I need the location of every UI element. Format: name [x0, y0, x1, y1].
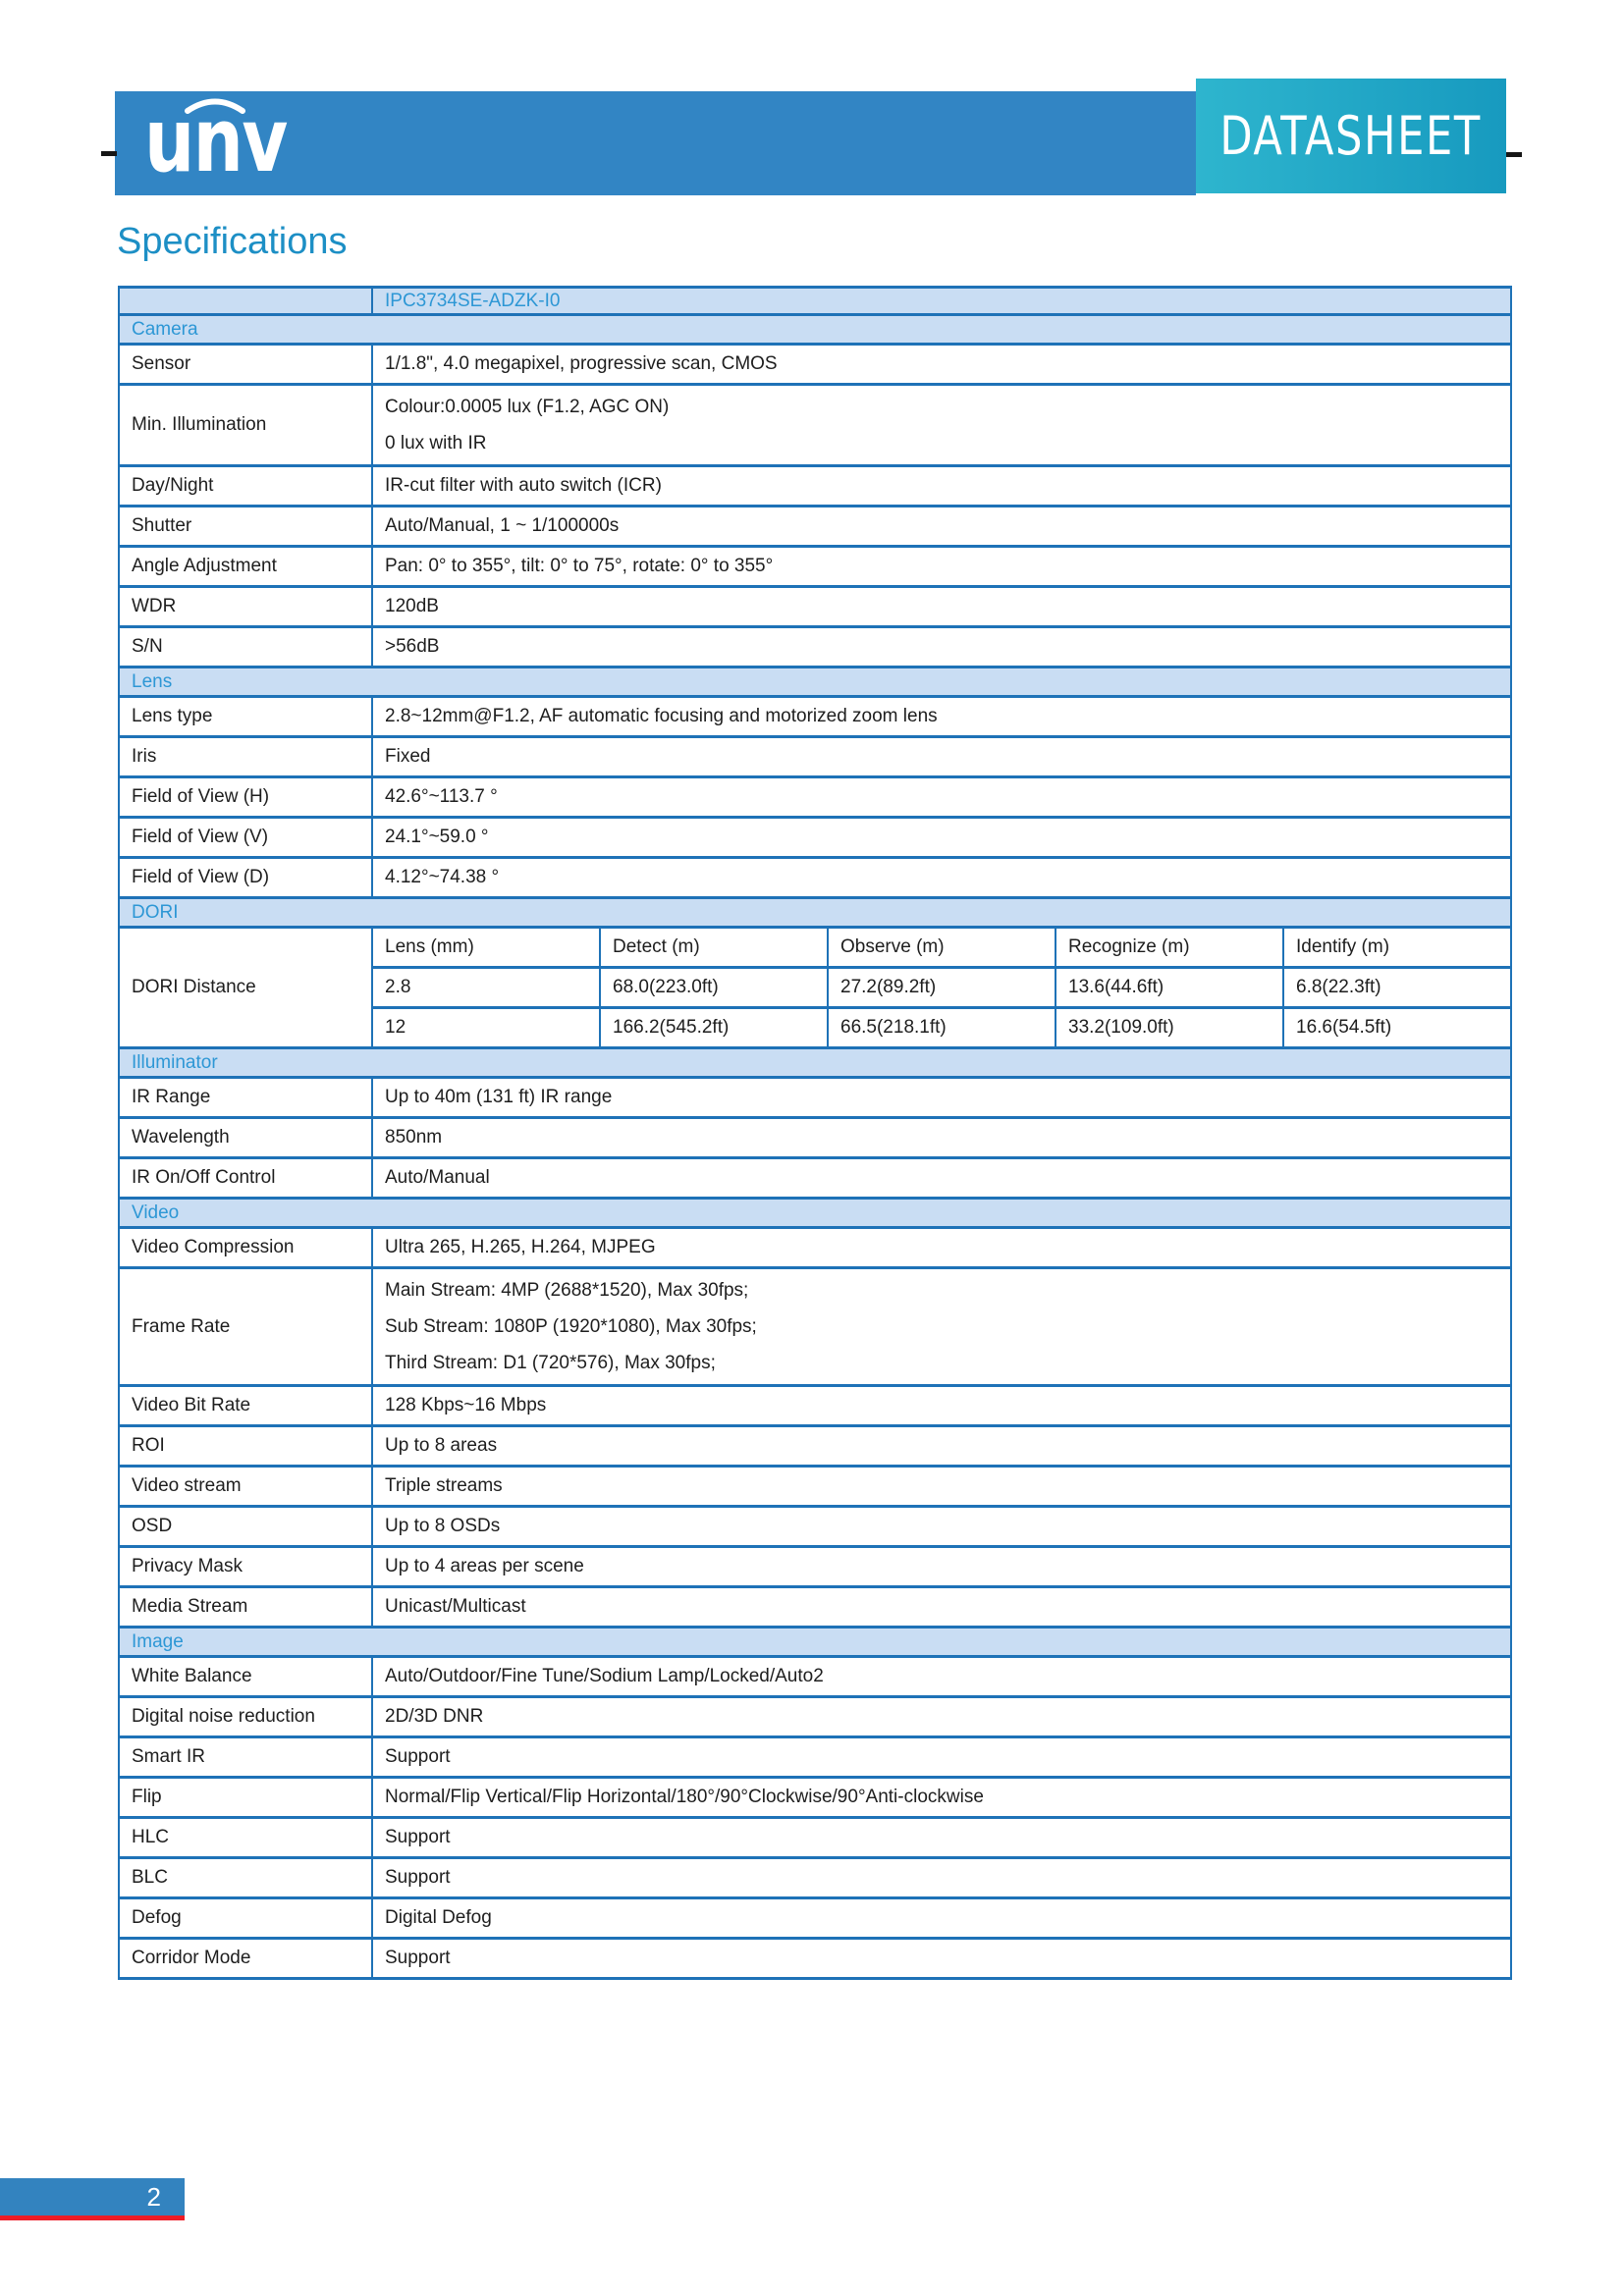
table-row — [119, 587, 1511, 627]
table-row — [119, 1507, 1511, 1547]
spec-value: Unicast/Multicast — [372, 1587, 1511, 1628]
table-row — [119, 697, 1511, 737]
table-row — [119, 1939, 1511, 1979]
spec-label: DORI Distance — [119, 928, 372, 1048]
table-row — [119, 627, 1511, 667]
table-row-dori-header — [119, 928, 1511, 968]
table-row — [119, 1078, 1511, 1118]
spec-value: Ultra 265, H.265, H.264, MJPEG — [372, 1228, 1511, 1268]
table-row — [119, 1467, 1511, 1507]
table-row — [119, 1228, 1511, 1268]
table-row — [119, 737, 1511, 777]
spec-value: 4.12°~74.38 ° — [372, 858, 1511, 898]
spec-value: Auto/Manual — [372, 1158, 1511, 1199]
spec-label: Video Bit Rate — [119, 1386, 372, 1426]
page-title: Specifications — [117, 221, 348, 262]
spec-label: Frame Rate — [119, 1268, 372, 1386]
spec-label: Video Compression — [119, 1228, 372, 1268]
datasheet-label: DATASHEET — [1219, 104, 1483, 167]
footer-page-bar — [0, 2178, 185, 2216]
spec-value: IR-cut filter with auto switch (ICR) — [372, 466, 1511, 507]
spec-value: 2D/3D DNR — [372, 1697, 1511, 1737]
spec-label: S/N — [119, 627, 372, 667]
spec-label: Iris — [119, 737, 372, 777]
dori-col-header: Detect (m) — [600, 928, 828, 968]
spec-value: 2.8~12mm@F1.2, AF automatic focusing and motorized zoom lens — [372, 697, 1511, 737]
spec-value: Pan: 0° to 355°, tilt: 0° to 75°, rotate: 0° to 355° — [372, 547, 1511, 587]
section-row-image — [119, 1628, 1511, 1657]
spec-value: Support — [372, 1818, 1511, 1858]
section-title: Camera — [119, 315, 1511, 345]
table-row — [119, 1268, 1511, 1386]
table-row — [119, 1426, 1511, 1467]
table-row — [119, 507, 1511, 547]
table-row — [119, 1697, 1511, 1737]
dori-cell: 16.6(54.5ft) — [1283, 1008, 1511, 1048]
spec-label: Wavelength — [119, 1118, 372, 1158]
dori-col-header: Observe (m) — [828, 928, 1056, 968]
spec-value-line: Sub Stream: 1080P (1920*1080), Max 30fps; — [385, 1316, 757, 1337]
spec-value-line: 0 lux with IR — [385, 433, 487, 454]
section-title: Lens — [119, 667, 1511, 697]
spec-label: Sensor — [119, 345, 372, 385]
spec-label: Field of View (H) — [119, 777, 372, 818]
spec-value: Support — [372, 1858, 1511, 1898]
specifications-table — [118, 286, 1512, 1980]
spec-label: ROI — [119, 1426, 372, 1467]
spec-value: 1/1.8", 4.0 megapixel, progressive scan, CMOS — [372, 345, 1511, 385]
crop-mark-left — [101, 151, 117, 156]
spec-label: White Balance — [119, 1657, 372, 1697]
spec-value: Auto/Manual, 1 ~ 1/100000s — [372, 507, 1511, 547]
spec-label: Angle Adjustment — [119, 547, 372, 587]
spec-label: HLC — [119, 1818, 372, 1858]
table-row — [119, 1587, 1511, 1628]
crop-mark-right — [1506, 152, 1522, 157]
spec-label: Digital noise reduction — [119, 1697, 372, 1737]
table-row — [119, 385, 1511, 466]
section-row-lens — [119, 667, 1511, 697]
table-row — [119, 777, 1511, 818]
spec-value: Fixed — [372, 737, 1511, 777]
spec-value: Auto/Outdoor/Fine Tune/Sodium Lamp/Locked/Auto2 — [372, 1657, 1511, 1697]
dori-cell: 13.6(44.6ft) — [1056, 968, 1283, 1008]
table-row — [119, 1118, 1511, 1158]
table-row — [119, 1898, 1511, 1939]
spec-value-line: Main Stream: 4MP (2688*1520), Max 30fps; — [385, 1280, 749, 1301]
spec-label: Min. Illumination — [119, 385, 372, 466]
model-number: IPC3734SE-ADZK-I0 — [372, 288, 1511, 315]
spec-value: 128 Kbps~16 Mbps — [372, 1386, 1511, 1426]
spec-value — [372, 385, 1511, 466]
table-row — [119, 1737, 1511, 1778]
table-row — [119, 1657, 1511, 1697]
spec-value: >56dB — [372, 627, 1511, 667]
spec-value: Support — [372, 1737, 1511, 1778]
spec-value: Up to 8 areas — [372, 1426, 1511, 1467]
spec-value: 120dB — [372, 587, 1511, 627]
table-row — [119, 1547, 1511, 1587]
spec-label: Privacy Mask — [119, 1547, 372, 1587]
table-row — [119, 858, 1511, 898]
spec-value: Digital Defog — [372, 1898, 1511, 1939]
dori-col-header: Identify (m) — [1283, 928, 1511, 968]
section-title: Illuminator — [119, 1048, 1511, 1078]
spec-label: Corridor Mode — [119, 1939, 372, 1979]
logo-text: unv — [144, 89, 287, 192]
dori-col-header: Recognize (m) — [1056, 928, 1283, 968]
spec-label: OSD — [119, 1507, 372, 1547]
table-row — [119, 466, 1511, 507]
dori-cell: 2.8 — [372, 968, 600, 1008]
datasheet-banner — [1196, 79, 1506, 193]
section-row-illuminator — [119, 1048, 1511, 1078]
dori-cell: 33.2(109.0ft) — [1056, 1008, 1283, 1048]
section-row-video — [119, 1199, 1511, 1228]
spec-label: WDR — [119, 587, 372, 627]
table-row — [119, 345, 1511, 385]
section-title: DORI — [119, 898, 1511, 928]
dori-cell: 166.2(545.2ft) — [600, 1008, 828, 1048]
spec-value: 24.1°~59.0 ° — [372, 818, 1511, 858]
spec-label: Video stream — [119, 1467, 372, 1507]
table-row — [119, 1858, 1511, 1898]
spec-label: BLC — [119, 1858, 372, 1898]
spec-value: Up to 40m (131 ft) IR range — [372, 1078, 1511, 1118]
dori-col-header: Lens (mm) — [372, 928, 600, 968]
spec-label: Defog — [119, 1898, 372, 1939]
spec-label: Day/Night — [119, 466, 372, 507]
table-row-model — [119, 288, 1511, 315]
spec-value: Up to 8 OSDs — [372, 1507, 1511, 1547]
dori-cell: 68.0(223.0ft) — [600, 968, 828, 1008]
spec-value: 850nm — [372, 1118, 1511, 1158]
section-row-camera — [119, 315, 1511, 345]
spec-value-line: Third Stream: D1 (720*576), Max 30fps; — [385, 1353, 716, 1373]
table-row — [119, 818, 1511, 858]
table-row — [119, 1818, 1511, 1858]
table-row — [119, 1158, 1511, 1199]
spec-value: Normal/Flip Vertical/Flip Horizontal/180°/90°Clockwise/90°Anti-clockwise — [372, 1778, 1511, 1818]
spec-value — [372, 1268, 1511, 1386]
section-title: Image — [119, 1628, 1511, 1657]
table-row — [119, 547, 1511, 587]
spec-label: Smart IR — [119, 1737, 372, 1778]
spec-value: Up to 4 areas per scene — [372, 1547, 1511, 1587]
spec-value-line: Colour:0.0005 lux (F1.2, AGC ON) — [385, 397, 670, 417]
spec-value: Support — [372, 1939, 1511, 1979]
spec-value: Triple streams — [372, 1467, 1511, 1507]
section-title: Video — [119, 1199, 1511, 1228]
table-row — [119, 1778, 1511, 1818]
spec-label: Flip — [119, 1778, 372, 1818]
table-row — [119, 1386, 1511, 1426]
spec-label: IR On/Off Control — [119, 1158, 372, 1199]
dori-cell: 66.5(218.1ft) — [828, 1008, 1056, 1048]
dori-cell: 27.2(89.2ft) — [828, 968, 1056, 1008]
spec-label: Field of View (V) — [119, 818, 372, 858]
dori-cell: 12 — [372, 1008, 600, 1048]
spec-label: Shutter — [119, 507, 372, 547]
spec-value: 42.6°~113.7 ° — [372, 777, 1511, 818]
spec-label: Field of View (D) — [119, 858, 372, 898]
spec-label: Media Stream — [119, 1587, 372, 1628]
page-number: 2 — [146, 2182, 161, 2212]
model-empty-cell — [119, 288, 372, 315]
spec-label: IR Range — [119, 1078, 372, 1118]
footer-red-line — [0, 2216, 185, 2220]
spec-label: Lens type — [119, 697, 372, 737]
header-banner — [115, 91, 1196, 195]
dori-cell: 6.8(22.3ft) — [1283, 968, 1511, 1008]
unv-logo — [144, 89, 321, 192]
section-row-dori — [119, 898, 1511, 928]
